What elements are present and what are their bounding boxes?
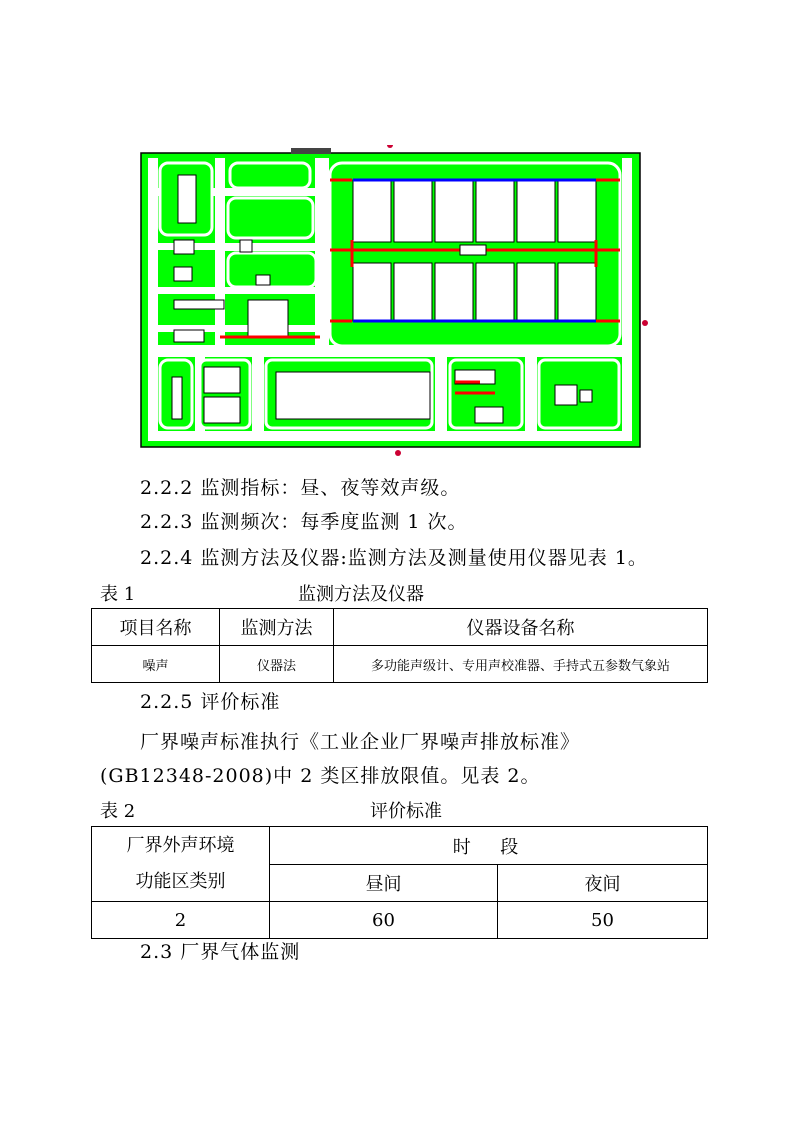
paragraph-standard: 厂界噪声标准执行《工业企业厂界噪声排放标准》 <box>140 731 581 753</box>
table-header-cell: 昼间 <box>270 865 498 902</box>
table-header-cell: 项目名称 <box>92 609 220 646</box>
table1-label: 表 1 <box>100 584 136 605</box>
table-header-cell: 夜间 <box>498 865 708 902</box>
table-row <box>92 609 708 646</box>
paragraph-monitor-index: 2.2.2 监测指标：昼、夜等效声级。 <box>140 477 461 499</box>
table-cell: 噪声 <box>92 646 220 683</box>
paragraph-monitor-method: 2.2.4 监测方法及仪器:监测方法及测量使用仪器见表 1。 <box>140 547 648 569</box>
paragraph-standard-cont: (GB12348-2008)中 2 类区排放限值。见表 2。 <box>100 765 541 787</box>
table-row <box>92 646 708 683</box>
table-header-cell: 仪器设备名称 <box>334 609 708 646</box>
paragraph-monitor-frequency: 2.2.3 监测频次：每季度监测 1 次。 <box>140 511 468 533</box>
table1-monitor-methods <box>91 608 708 683</box>
table-cell: 50 <box>498 902 708 939</box>
table-cell: 仪器法 <box>220 646 334 683</box>
table1-title: 监测方法及仪器 <box>298 584 424 605</box>
site-plan-diagram <box>140 145 652 457</box>
gate <box>291 148 331 154</box>
table2-title: 评价标准 <box>370 801 442 822</box>
table-cell: 多功能声级计、专用声校准器、手持式五参数气象站 <box>334 646 708 683</box>
table-header-cell <box>92 827 270 902</box>
zone-category-line1: 厂界外声环境 <box>126 835 235 856</box>
table-header-cell: 时 段 <box>270 827 708 865</box>
paragraph-evaluation-heading: 2.2.5 评价标准 <box>140 691 281 713</box>
table-row <box>92 827 708 865</box>
table-row <box>92 902 708 939</box>
table-header-cell: 监测方法 <box>220 609 334 646</box>
central-unit <box>460 245 486 255</box>
table-cell: 2 <box>92 902 270 939</box>
table-cell: 60 <box>270 902 498 939</box>
paragraph-gas-monitoring: 2.3 厂界气体监测 <box>140 941 301 963</box>
table2-evaluation-standard <box>91 826 708 939</box>
zone-category-line2: 功能区类别 <box>135 871 226 892</box>
table2-label: 表 2 <box>100 801 136 822</box>
